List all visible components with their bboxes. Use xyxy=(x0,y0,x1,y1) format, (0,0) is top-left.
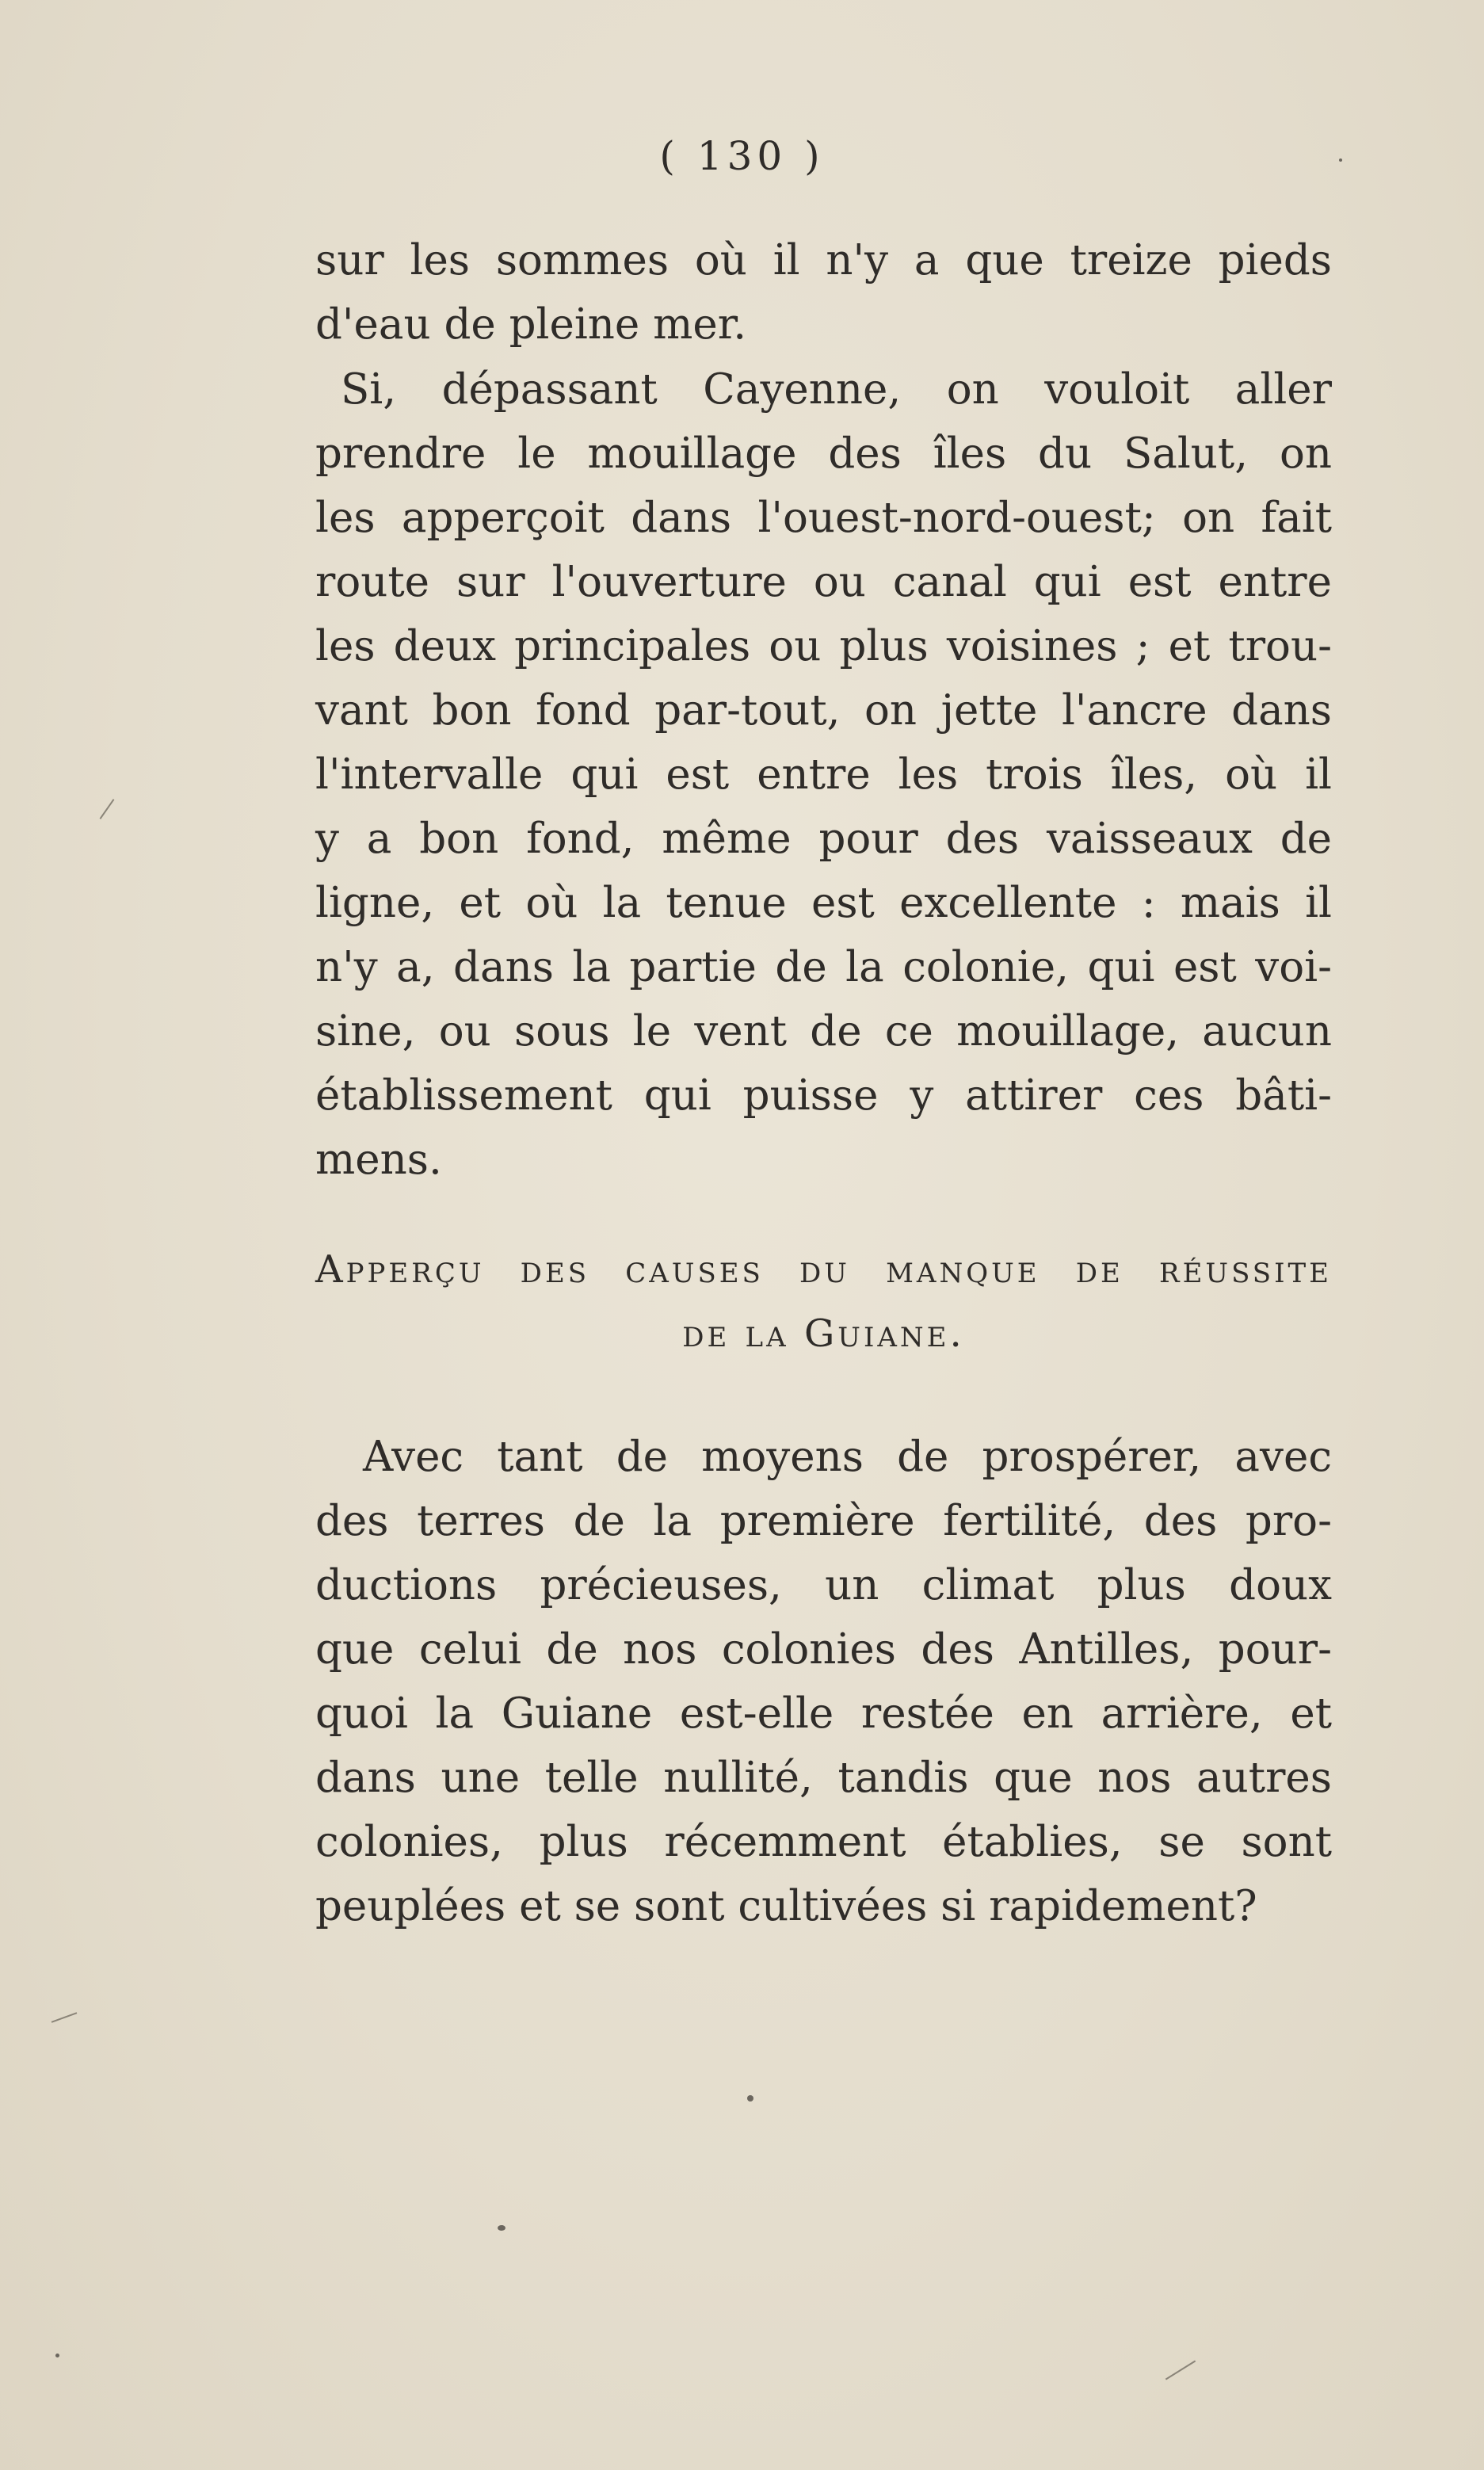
text-line: l'intervalle qui est entre les trois îles, où il xyxy=(315,750,1332,799)
text-line: prendre le mouillage des îles du Salut, on xyxy=(315,429,1332,478)
paper-speck xyxy=(747,2095,753,2102)
paper-speck xyxy=(55,2354,59,2357)
page-number-header: ( 130 ) xyxy=(659,133,825,179)
text-line: sur les sommes où il n'y a que treize pieds xyxy=(315,236,1332,284)
heading-line: Apperçu des causes du manque de réussite xyxy=(315,1247,1332,1292)
text-line: n'y a, dans la partie de la colonie, qui est voi- xyxy=(315,943,1332,991)
text-line: des terres de la première fertilité, des pro- xyxy=(315,1497,1332,1545)
text-line: quoi la Guiane est-elle restée en arrière, et xyxy=(315,1689,1332,1738)
paragraph-iles-du-salut xyxy=(315,357,1332,1192)
paper-speck xyxy=(498,2225,505,2231)
text-line: d'eau de pleine mer. xyxy=(315,300,747,349)
text-line: mens. xyxy=(315,1136,442,1184)
text-line: que celui de nos colonies des Antilles, pour- xyxy=(315,1625,1332,1674)
text-line: les deux principales ou plus voisines ; et trou- xyxy=(315,622,1332,670)
text-line: sine, ou sous le vent de ce mouillage, aucun xyxy=(315,1007,1332,1056)
paper-speck xyxy=(1339,158,1342,162)
heading-line: de la Guiane. xyxy=(682,1311,965,1356)
text-line: dans une telle nullité, tandis que nos autres xyxy=(315,1754,1332,1802)
text-line: colonies, plus récemment établies, se sont xyxy=(315,1818,1332,1866)
text-line: ligne, et où la tenue est excellente : mais il xyxy=(315,879,1332,927)
section-heading xyxy=(315,1236,1332,1365)
text-line: Si, dépassant Cayenne, on vouloit aller xyxy=(341,365,1332,414)
paragraph-guiane xyxy=(315,1425,1332,1938)
text-line: peuplées et se sont cultivées si rapidement? xyxy=(315,1882,1257,1930)
paragraph-continuation xyxy=(315,228,1332,357)
text-line: Avec tant de moyens de prospérer, avec xyxy=(363,1433,1332,1481)
text-line: établissement qui puisse y attirer ces bâti- xyxy=(315,1071,1332,1120)
text-line: ductions précieuses, un climat plus doux xyxy=(315,1561,1332,1609)
text-line: vant bon fond par-tout, on jette l'ancre dans xyxy=(315,686,1332,735)
text-line: y a bon fond, même pour des vaisseaux de xyxy=(315,815,1332,863)
paper-mark xyxy=(1165,2360,1196,2380)
paper-mark xyxy=(52,2012,78,2023)
paper-mark xyxy=(100,799,115,819)
text-line: les apperçoit dans l'ouest-nord-ouest; on fait xyxy=(315,494,1332,542)
text-line: route sur l'ouverture ou canal qui est entre xyxy=(315,558,1332,606)
